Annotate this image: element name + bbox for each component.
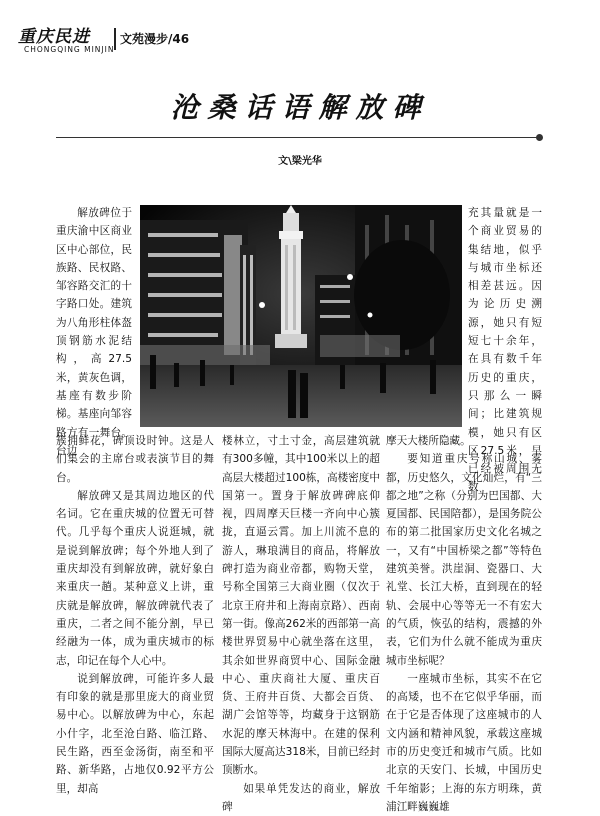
title-rule-dot: [536, 134, 543, 141]
monument-night-scene: [140, 205, 462, 427]
paragraph-1-continued: 簇拥鲜花，碑顶设时钟。这是人们集会的主席台或表演节目的舞台。: [56, 435, 214, 484]
page-header: [18, 22, 588, 60]
page-number: 46: [172, 32, 190, 46]
paragraph-2: 解放碑又是其周边地区的代名词。它在重庆城的位置无可替代。几乎每个重庆人说逛城，就是说到解放碑；每个外地人到了重庆却没有到解放碑，就好象白来重庆一趟。某种意义上讲，重庆就是解放碑，解放碑就代表了重庆，二者之间不能分割，早已经融为一体，成为重庆城市的标志，印记在每个人心中。: [56, 489, 214, 667]
column-1-bottom: [56, 432, 214, 798]
column-3-bottom: [386, 432, 542, 816]
paragraph-col3-continued: 充其量就是一个商业贸易的集结地，似乎与城市坐标还相差甚远。因为论历史溯源，她只有短短七十余年，在具有数千年历史的重庆，只那么一瞬间；比建筑规模，她只有区区27.5米，早已经被周围无数: [468, 207, 542, 494]
article-title: 沧桑话语解放碑: [170, 91, 430, 124]
column-2: [222, 432, 380, 816]
paragraph-4: 如果单凭发达的商业，解放碑: [222, 782, 380, 813]
header-divider: [114, 28, 116, 50]
column-1-top: [56, 204, 132, 460]
section-label: 文苑漫步/46: [120, 32, 190, 46]
magazine-logo-subtitle: CHONGQING MINJIN: [24, 45, 115, 54]
paragraph-1: 解放碑位于重庆渝中区商业区中心部位，民族路、民权路、邹容路交汇的十字路口处。建筑为八角形柱体盔顶钢筋水泥结构，高27.5米，黄灰色调，基座有数步阶梯。基座向邹容路方有一舞台。台边: [56, 207, 132, 457]
magazine-logo: 重庆民进: [18, 27, 90, 47]
paragraph-5: 要知道重庆号称山城、雾都，历史悠久，文化灿烂，有“三都之地”之称（分别为巴国都、大夏国都、民国陪都），是国务院公布的第二批国家历史文化名城之一，又有“中国桥梁之都”等特色建筑美誉。洪崖洞、瓷器口、大礼堂、长江大桥，直到现在的轻轨、会展中心等等无一不有宏大的气质，恢弘的结构，震撼的外表，它们为什么就不能成为重庆城市坐标呢？: [386, 453, 542, 667]
paragraph-6: 一座城市坐标，其实不在它的高矮，也不在它似乎华丽，而在于它是否体现了这座城市的人文内涵和精神风貌，承载这座城市的历史变迁和城市气质。比如北京的天安门、长城，中国历史千年缩影；上海的东方明珠，黄浦江畔巍巍雄: [386, 672, 542, 813]
title-rule: [56, 137, 542, 138]
section-name: 文苑漫步: [120, 32, 169, 46]
photo-liberation-monument-night: [140, 205, 462, 427]
paragraph-3: 说到解放碑，可能许多人最有印象的就是那里庞大的商业贸易中心。以解放碑为中心，东起小什字，北至沧白路、临江路、民生路，西至金汤街，南至和平路、新华路，占地仅0.92平方公里，却高: [56, 672, 214, 795]
paragraph-3-continued: 楼林立，寸土寸金，高层建筑就有300多幢，其中100米以上的超高层大楼超过100栋，高楼密度中国第一。置身于解放碑碑底仰视，四周摩天巨楼一齐向中心簇拢，直逼云霄。加上川流不息的游人，琳琅满目的商品，将解放碑打造为商业帝都，购物天堂，号称全国第三大商业圈（仅次于北京王府井和上海南京路）、西南第一街。像高262米的西部第一高楼世界贸易中心就坐落在这里，其余如世界商贸中心、国际金融中心、重庆商社大厦、重庆百货、王府井百货、大都会百货、湖广会馆等等，均藏身于这钢筋水泥的摩天林海中。在建的保利国际大厦高达318米，目前已经封顶断水。: [222, 435, 380, 777]
paragraph-col3-end: 摩天大楼所隐藏。: [386, 435, 471, 447]
article-byline: 文\梁光华: [278, 156, 322, 167]
